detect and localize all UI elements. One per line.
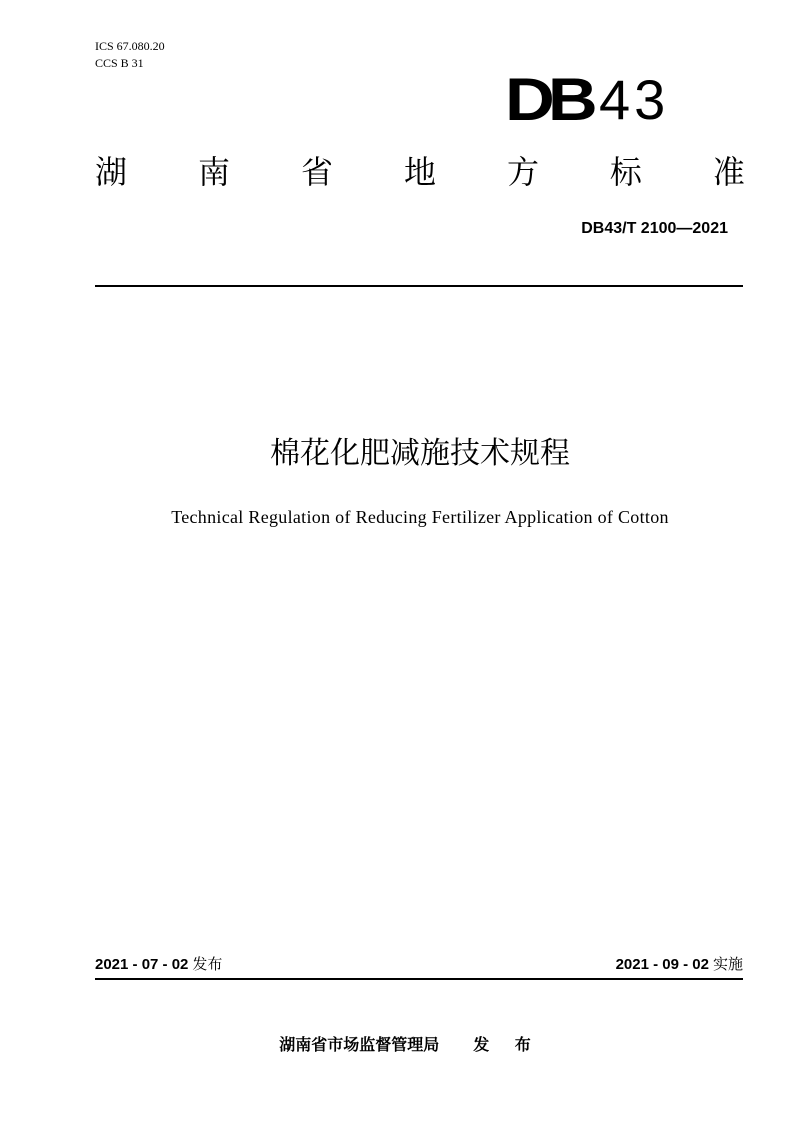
standard-type-char: 地 [403,153,436,191]
standard-number: DB43/T 2100—2021 [581,220,728,237]
db-logo-number: 43 [599,68,670,131]
standard-type-char: 标 [609,153,642,191]
footer-divider [95,978,743,980]
ics-code: ICS 67.080.20 [95,39,165,53]
header-divider [95,285,743,287]
implement-label: 实施 [712,955,743,973]
db43-logo [505,66,669,134]
ccs-code: CCS B 31 [95,56,144,70]
standard-type-char: 方 [506,153,539,191]
implement-date-block [616,953,743,976]
db-logo-mark: DB [505,66,591,133]
publish-date: 2021 - 07 - 02 [95,956,189,973]
publisher-name: 湖南省市场监督管理局 [279,1035,440,1054]
document-title-chinese: 棉花化肥减施技术规程 [270,436,570,471]
classification-codes [95,38,165,72]
publisher-action: 发 布 [473,1035,541,1054]
publisher-line [0,1033,800,1057]
standard-type-char: 准 [712,153,745,191]
date-row [95,953,743,976]
standard-type-char: 南 [197,153,230,191]
publish-label: 发布 [192,955,223,973]
implement-date: 2021 - 09 - 02 [615,956,709,973]
standard-type-char: 省 [300,153,333,191]
document-title-english: Technical Regulation of Reducing Fertilizer Application of Cotton [171,507,669,527]
standard-type-char: 湖 [95,153,128,191]
publish-date-block [95,953,222,976]
standard-type-heading [95,150,745,194]
